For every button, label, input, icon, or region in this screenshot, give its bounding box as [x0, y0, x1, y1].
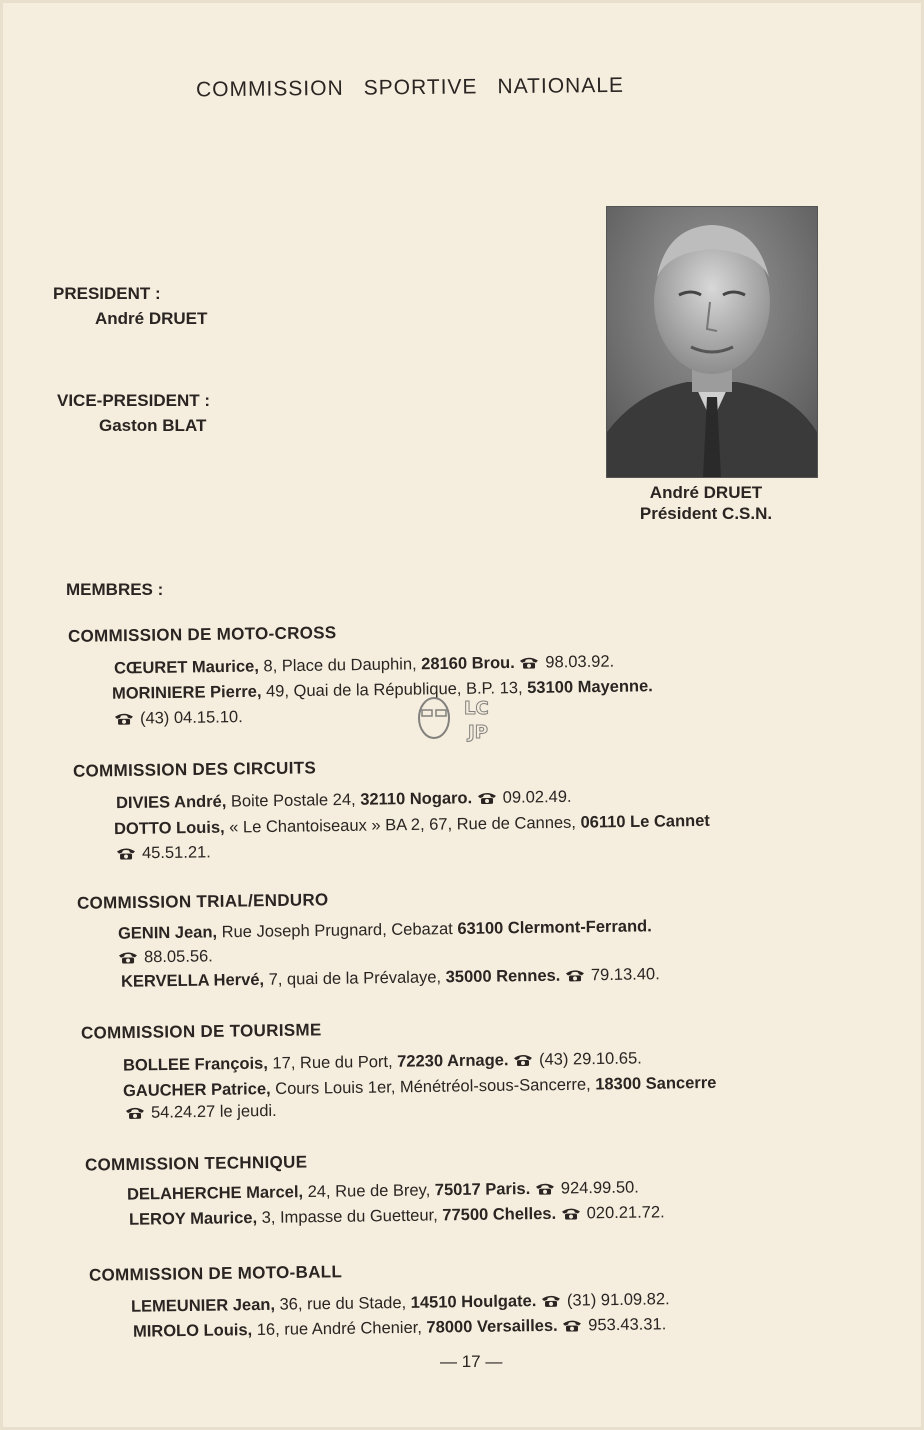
- member-name-or-city: 18300 Sancerre: [595, 1073, 717, 1094]
- member-name-or-city: MIROLO Louis,: [132, 1321, 253, 1341]
- watermark-face-icon: [412, 690, 512, 746]
- member-name-or-city: DOTTO Louis,: [113, 818, 225, 839]
- member-address-text: 98.03.92.: [545, 652, 615, 672]
- telephone-icon: [535, 1182, 555, 1195]
- telephone-icon: [125, 1106, 145, 1119]
- watermark-logo: [412, 690, 512, 746]
- member-address-text: Rue Joseph Prugnard, Cebazat: [216, 919, 458, 942]
- section-heading: COMMISSION DE MOTO-CROSS: [67, 623, 337, 646]
- member-name-or-city: BOLLEE François,: [122, 1054, 268, 1075]
- member-entry-line: [133, 1314, 666, 1341]
- member-address-text: 924.99.50.: [560, 1178, 639, 1198]
- member-entry-line: [131, 1289, 670, 1317]
- member-address-text: (43) 29.10.65.: [538, 1049, 642, 1069]
- member-address-text: 8, Place du Dauphin,: [258, 655, 422, 676]
- telephone-icon: [561, 1206, 581, 1219]
- telephone-icon: [519, 656, 539, 669]
- vice-president-name: Gaston BLAT: [99, 416, 207, 435]
- members-label: MEMBRES :: [66, 580, 164, 599]
- svg-text:LC: LC: [464, 698, 489, 719]
- member-entry-line: [123, 1048, 642, 1075]
- member-name-or-city: DIVIES André,: [115, 792, 227, 813]
- member-address-text: 16, rue André Chenier,: [252, 1318, 427, 1340]
- member-entry-line: [114, 707, 243, 729]
- section-heading: COMMISSION DE TOURISME: [80, 1020, 322, 1043]
- president-name: André DRUET: [95, 309, 208, 328]
- member-name-or-city: 72230 Arnage.: [397, 1051, 509, 1071]
- member-entry-line: [114, 652, 614, 679]
- member-address-text: 7, quai de la Prévalaye,: [263, 968, 446, 989]
- page-title: [196, 74, 644, 103]
- member-name-or-city: GAUCHER Patrice,: [122, 1080, 271, 1101]
- telephone-icon: [118, 950, 138, 963]
- portrait-photo: [607, 207, 817, 477]
- member-entry-line: [123, 1073, 717, 1101]
- member-address-text: 88.05.56.: [143, 947, 213, 967]
- member-address-text: 3, Impasse du Guetteur,: [256, 1206, 443, 1227]
- member-address-text: « Le Chantoiseaux » BA 2, 67, Rue de Cannes,: [224, 813, 581, 837]
- telephone-icon: [477, 791, 497, 804]
- telephone-icon: [116, 846, 136, 859]
- member-name-or-city: 14510 Houlgate.: [410, 1292, 537, 1312]
- member-address-text: 49, Quai de la République, B.P. 13,: [261, 678, 528, 701]
- member-address-text: 54.24.27 le jeudi.: [150, 1101, 277, 1122]
- member-address-text: 09.02.49.: [502, 787, 572, 807]
- caption-role: Président C.S.N.: [639, 504, 773, 523]
- title-word: COMMISSION: [195, 76, 344, 102]
- title-word: NATIONALE: [497, 73, 625, 99]
- member-name-or-city: 78000 Versailles.: [426, 1316, 558, 1337]
- member-entry-line: [129, 1202, 665, 1229]
- title-word: SPORTIVE: [363, 75, 478, 100]
- president-label: PRESIDENT :: [53, 284, 161, 303]
- member-name-or-city: 63100 Clermont-Ferrand.: [457, 917, 652, 938]
- president-photo: [606, 206, 818, 478]
- member-name-or-city: 77500 Chelles.: [442, 1204, 557, 1225]
- vice-president-label: VICE-PRESIDENT :: [57, 391, 211, 410]
- member-name-or-city: 53100 Mayenne.: [527, 677, 653, 697]
- member-name-or-city: 06110 Le Cannet: [580, 811, 710, 832]
- section-heading: COMMISSION TRIAL/ENDURO: [76, 890, 329, 913]
- member-address-text: Boite Postale 24,: [226, 790, 361, 811]
- section-heading: COMMISSION DES CIRCUITS: [72, 758, 317, 781]
- member-name-or-city: LEROY Maurice,: [128, 1208, 258, 1229]
- member-entry-line: [114, 811, 710, 839]
- member-entry-line: [116, 842, 211, 863]
- member-address-text: (43) 04.15.10.: [139, 708, 243, 728]
- member-name-or-city: GENIN Jean,: [117, 923, 218, 943]
- member-entry-line: [112, 676, 653, 704]
- page-number: — 17 —: [440, 1352, 503, 1371]
- member-entry-line: [118, 946, 213, 967]
- member-name-or-city: 35000 Rennes.: [445, 966, 561, 987]
- member-name-or-city: KERVELLA Hervé,: [120, 970, 265, 991]
- member-entry-line: [125, 1101, 277, 1123]
- member-entry-line: [116, 787, 572, 813]
- telephone-icon: [562, 1318, 582, 1331]
- telephone-icon: [114, 712, 134, 725]
- member-address-text: Cours Louis 1er, Ménétréol-sous-Sancerre,: [270, 1075, 596, 1099]
- member-name-or-city: LEMEUNIER Jean,: [130, 1295, 276, 1316]
- member-entry-line: [121, 964, 660, 992]
- svg-text:JP: JP: [468, 722, 488, 743]
- photo-caption: [596, 482, 816, 524]
- member-entry-line: [118, 916, 652, 943]
- caption-name: André DRUET: [649, 483, 763, 502]
- member-address-text: (31) 91.09.82.: [566, 1290, 670, 1310]
- telephone-icon: [565, 968, 585, 981]
- section-heading: COMMISSION DE MOTO-BALL: [88, 1262, 343, 1285]
- member-name-or-city: 28160 Brou.: [421, 653, 515, 674]
- member-address-text: 953.43.31.: [588, 1315, 667, 1335]
- member-name-or-city: MORINIERE Pierre,: [111, 682, 262, 703]
- member-name-or-city: 75017 Paris.: [434, 1179, 531, 1200]
- member-entry-line: [127, 1177, 639, 1204]
- member-address-text: 020.21.72.: [586, 1203, 665, 1223]
- telephone-icon: [513, 1053, 533, 1066]
- member-address-text: 17, Rue du Port,: [267, 1052, 398, 1073]
- member-address-text: 79.13.40.: [590, 965, 660, 985]
- telephone-icon: [541, 1294, 561, 1307]
- member-address-text: 36, rue du Stade,: [274, 1293, 411, 1314]
- member-name-or-city: DELAHERCHE Marcel,: [126, 1183, 304, 1204]
- member-address-text: 45.51.21.: [141, 843, 211, 863]
- section-heading: COMMISSION TECHNIQUE: [84, 1152, 308, 1175]
- member-name-or-city: CŒURET Maurice,: [113, 657, 259, 678]
- member-address-text: 24, Rue de Brey,: [302, 1181, 435, 1202]
- member-name-or-city: 32110 Nogaro.: [360, 789, 473, 809]
